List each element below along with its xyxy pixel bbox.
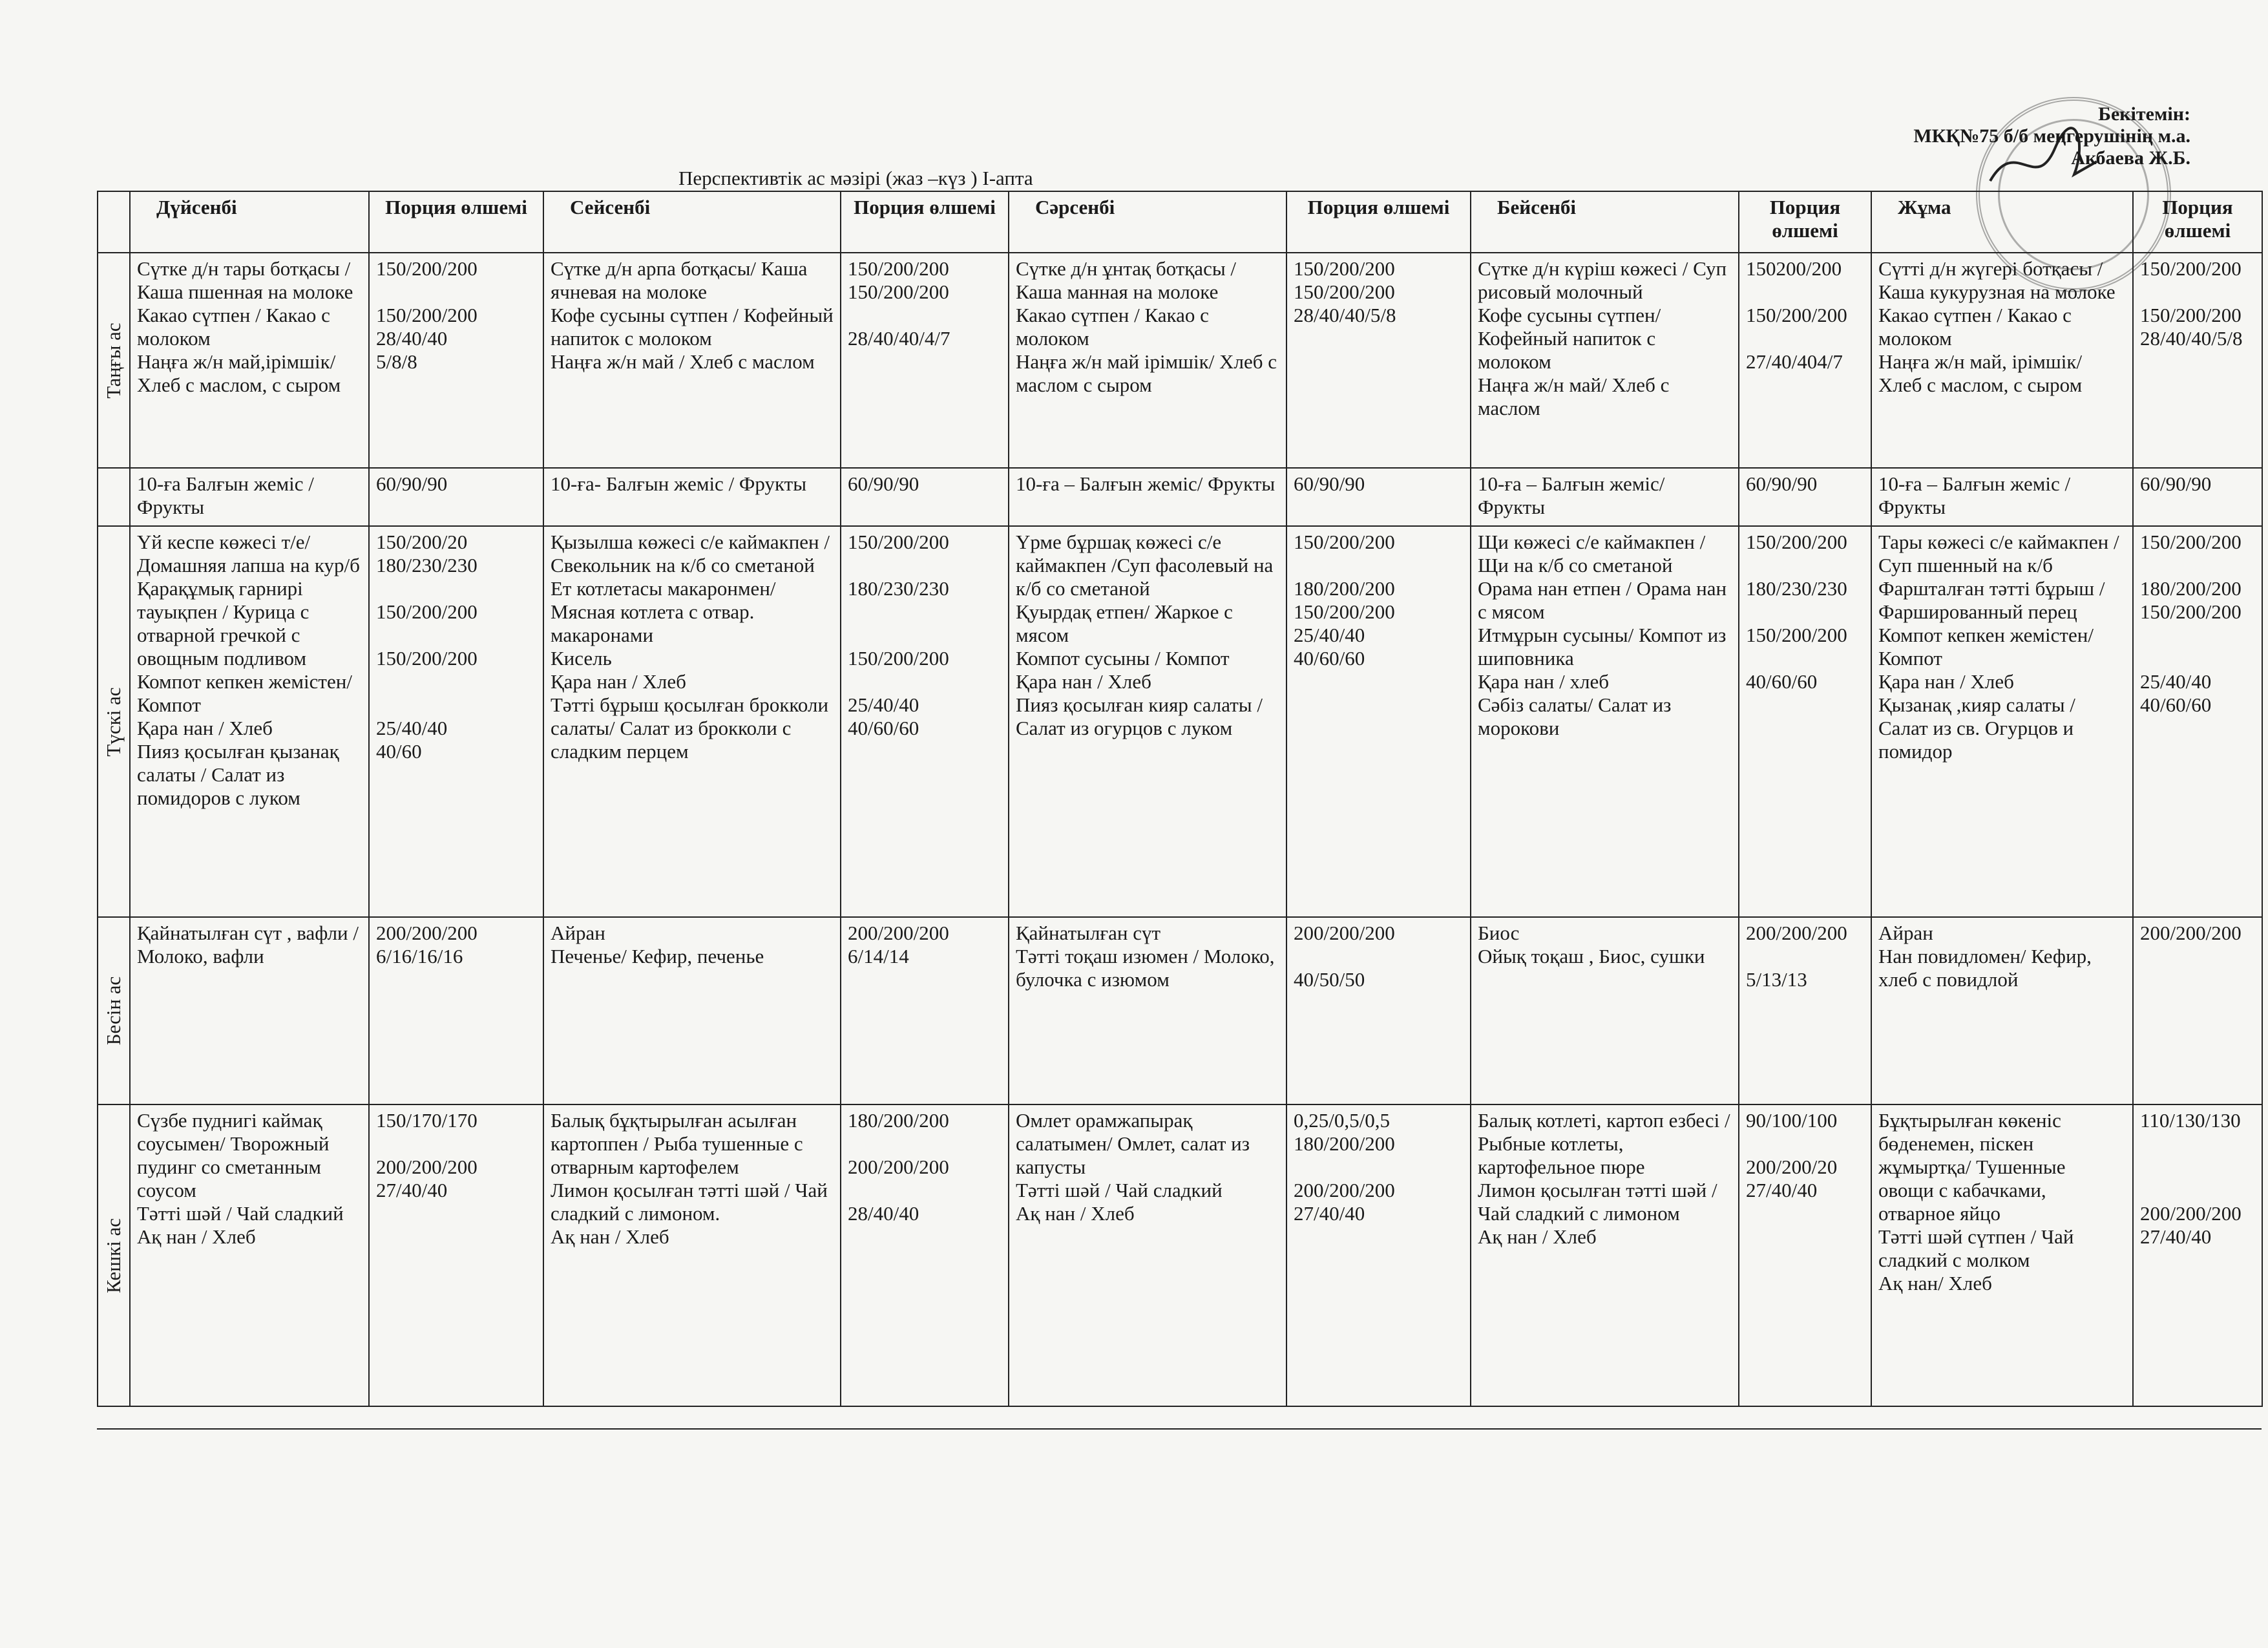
portion-value — [376, 693, 536, 717]
portion-value: 150/200/200 — [1294, 257, 1395, 280]
dish-text: Ойық тоқаш , Биос, сушки — [1478, 945, 1705, 967]
dish-cell — [1009, 917, 1286, 1104]
portion-value: 180/230/230 — [376, 554, 478, 576]
dish-text: Тәтті шәй / Чай сладкий — [137, 1202, 344, 1225]
dish-text: 10-ға – Балғын жеміс/ Фрукты — [1016, 472, 1276, 495]
portion-value — [848, 1132, 1002, 1156]
dish-text: Пияз қосылған қызанақ салаты / Салат из помидоров с луком — [137, 740, 339, 809]
portion-cell — [1739, 468, 1871, 526]
portion-value — [1746, 945, 1864, 968]
dish-text: Кофе сусыны сүтпен/ Кофейный напиток с молоком — [1478, 304, 1661, 373]
portion-value: 40/60/60 — [2140, 693, 2212, 716]
portion-value: 150/200/200 — [376, 304, 478, 326]
portion-value: 40/60 — [376, 740, 422, 763]
dish-cell — [130, 253, 369, 468]
portion-header: Порция өлшемі — [2133, 191, 2262, 253]
dish-text: Компот кепкен жемістен/ Компот — [137, 670, 352, 716]
meal-name-cell — [98, 526, 130, 917]
portion-value — [1746, 647, 1864, 670]
portion-cell — [841, 468, 1009, 526]
portion-value: 27/40/40 — [1746, 1179, 1818, 1201]
dish-text: Омлет орамжапырақ салатымен/ Омлет, салат из капусты — [1016, 1109, 1250, 1178]
dish-text: Айран — [1878, 922, 1933, 944]
portion-value: 150/200/200 — [2140, 531, 2242, 553]
dish-text: Тәтті тоқаш изюмен / Молоко, булочка с изюмом — [1016, 945, 1275, 991]
portion-value — [848, 1179, 1002, 1202]
portion-value — [2140, 1179, 2255, 1202]
portion-value: 5/13/13 — [1746, 968, 1807, 991]
portion-value — [2140, 554, 2255, 577]
portion-cell — [369, 468, 543, 526]
portion-cell — [1286, 917, 1471, 1104]
dish-text: Тәтті шәй / Чай сладкий — [1016, 1179, 1223, 1201]
dish-cell — [543, 917, 841, 1104]
portion-value: 25/40/40 — [2140, 670, 2212, 693]
portion-header: Порция өлшемі — [841, 191, 1009, 253]
dish-text: 10-ға – Балғын жеміс / Фрукты — [1878, 472, 2071, 518]
divider — [97, 1428, 2262, 1430]
dish-cell — [543, 1104, 841, 1406]
meal-name-cell — [98, 917, 130, 1104]
portion-cell — [2133, 253, 2262, 468]
portion-cell — [2133, 526, 2262, 917]
portion-value: 200/200/200 — [1294, 922, 1395, 944]
meal-name: Кешкі ас — [102, 1218, 125, 1293]
dish-text: Фаршталған тәтті бұрыш / Фаршированный перец — [1878, 577, 2105, 623]
dish-text: Лимон қосылған тәтті шәй / Чай сладкий с лимоном — [1478, 1179, 1717, 1225]
portion-value: 27/40/40 — [2140, 1225, 2212, 1248]
dish-text: Наңға ж/н май,ірімшік/ Хлеб с маслом, с сыром — [137, 350, 341, 396]
portion-value — [848, 624, 1002, 647]
dish-text: Қара нан / Хлеб — [137, 717, 273, 739]
portion-value: 60/90/90 — [1294, 472, 1365, 495]
dish-text: 10-ға – Балғын жеміс/ Фрукты — [1478, 472, 1665, 518]
dish-text: Ақ нан / Хлеб — [1016, 1202, 1135, 1225]
approval-name: Акбаева Ж.Б. — [2071, 147, 2190, 169]
portion-value — [2140, 1156, 2255, 1179]
dish-text: Наңға ж/н май / Хлеб с маслом — [551, 350, 815, 373]
portion-cell — [841, 917, 1009, 1104]
day-header: Сейсенбі — [543, 191, 841, 253]
portion-value: 150/200/200 — [1746, 624, 1847, 646]
portion-value: 60/90/90 — [376, 472, 448, 495]
portion-value: 150/200/200 — [2140, 304, 2242, 326]
dish-text: Кисель — [551, 647, 612, 670]
portion-value: 150/200/200 — [1746, 304, 1847, 326]
meal-name: Таңғы ас — [102, 322, 125, 399]
portion-value: 28/40/40/5/8 — [2140, 327, 2243, 350]
portion-cell — [1286, 1104, 1471, 1406]
portion-value — [2140, 647, 2255, 670]
portion-value — [2140, 1132, 2255, 1156]
dish-cell — [130, 468, 369, 526]
portion-value: 60/90/90 — [2140, 472, 2212, 495]
dish-text: Ақ нан / Хлеб — [137, 1225, 256, 1248]
dish-text: Какао сүтпен / Какао с молоком — [137, 304, 330, 350]
portion-value — [848, 600, 1002, 624]
portion-cell — [1739, 526, 1871, 917]
dish-cell — [1009, 526, 1286, 917]
portion-value: 27/40/40 — [376, 1179, 448, 1201]
portion-value: 150/200/20 — [376, 531, 468, 553]
meal-name-cell — [98, 1104, 130, 1406]
portion-value — [848, 670, 1002, 693]
portion-value — [1294, 945, 1464, 968]
dish-text: Наңға ж/н май, ірімшік/ Хлеб с маслом, с сыром — [1878, 350, 2083, 396]
approval-label: Бекітемін: — [2098, 103, 2190, 125]
approval-org: МКҚ№75 б/б меңгерушінің м.а. — [1913, 125, 2190, 147]
portion-cell — [1739, 253, 1871, 468]
portion-value: 200/200/200 — [848, 1156, 949, 1178]
portion-cell — [841, 1104, 1009, 1406]
portion-value: 28/40/40/4/7 — [848, 327, 950, 350]
portion-value: 28/40/40/5/8 — [1294, 304, 1396, 326]
portion-value: 150/200/200 — [1746, 531, 1847, 553]
portion-value: 25/40/40 — [848, 693, 919, 716]
day-header: Сәрсенбі — [1009, 191, 1286, 253]
portion-value: 25/40/40 — [1294, 624, 1365, 646]
day-header: Бейсенбі — [1471, 191, 1739, 253]
dish-text: 10-ға Балғын жеміс / Фрукты — [137, 472, 314, 518]
dish-text: Ет котлетасы макаронмен/ Мясная котлета с отвар. макаронами — [551, 577, 776, 646]
dish-text: Ақ нан / Хлеб — [1478, 1225, 1597, 1248]
dish-text: Компот сусыны / Компот — [1016, 647, 1230, 670]
portion-value: 150/200/200 — [376, 647, 478, 670]
corner-cell — [98, 191, 130, 253]
dish-text: Кофе сусыны сүтпен / Кофейный напиток с молоком — [551, 304, 834, 350]
portion-value — [376, 624, 536, 647]
portion-value: 150200/200 — [1746, 257, 1842, 280]
dish-text: Печенье/ Кефир, печенье — [551, 945, 764, 967]
dish-text: Тәтті бұрыш қосылған брокколи салаты/ Салат из брокколи с сладким перцем — [551, 693, 829, 763]
portion-value — [376, 670, 536, 693]
portion-value: 200/200/200 — [2140, 1202, 2242, 1225]
portion-value: 200/200/200 — [376, 1156, 478, 1178]
dish-text: Сүтке д/н ұнтақ ботқасы / Каша манная на молоке — [1016, 257, 1237, 303]
portion-value — [1746, 327, 1864, 350]
approval-block — [1699, 103, 2190, 169]
portion-value: 25/40/40 — [376, 717, 448, 739]
meal-row — [98, 468, 2262, 526]
portion-value: 150/200/200 — [1294, 600, 1395, 623]
portion-cell — [1286, 526, 1471, 917]
dish-text: Итмұрын сусыны/ Компот из шиповника — [1478, 624, 1727, 670]
dish-text: Щи көжесі с/е каймакпен /Щи на к/б со сметаной — [1478, 531, 1706, 576]
portion-value: 180/200/200 — [1294, 1132, 1395, 1155]
portion-value — [1746, 280, 1864, 304]
dish-text: Тары көжесі с/е каймакпен / Суп пшенный на к/б — [1878, 531, 2119, 576]
dish-text: Бұқтырылған көкеніс бөденемен, піскен жұмыртқа/ Тушенные овощи с кабачками, отварное яйцо — [1878, 1109, 2066, 1225]
dish-text: Қызылша көжесі с/е каймакпен / Свекольник на к/б со сметаной — [551, 531, 830, 576]
meal-name: Түскі ас — [102, 686, 125, 757]
dish-cell — [1871, 917, 2133, 1104]
portion-value: 6/16/16/16 — [376, 945, 463, 967]
meal-name-cell — [98, 468, 130, 526]
portion-value: 6/14/14 — [848, 945, 909, 967]
dish-text: Айран — [551, 922, 605, 944]
dish-text: Наңға ж/н май ірімшік/ Хлеб с маслом с сыром — [1016, 350, 1277, 396]
menu-table — [97, 191, 2263, 1407]
meal-name-cell — [98, 253, 130, 468]
portion-value: 27/40/40 — [1294, 1202, 1365, 1225]
dish-text: Сәбіз салаты/ Салат из морокови — [1478, 693, 1672, 739]
dish-cell — [1871, 526, 2133, 917]
portion-value — [1746, 600, 1864, 624]
portion-value: 180/230/230 — [848, 577, 949, 600]
portion-value: 40/60/60 — [1746, 670, 1818, 693]
dish-text: Қайнатылған сүт , вафли / Молоко, вафли — [137, 922, 359, 967]
dish-cell — [1009, 253, 1286, 468]
dish-text: Балық котлеті, картоп езбесі / Рыбные котлеты, картофельное пюре — [1478, 1109, 1730, 1178]
dish-text: Ақ нан/ Хлеб — [1878, 1272, 1992, 1294]
portion-cell — [2133, 1104, 2262, 1406]
portion-value: 150/200/200 — [848, 257, 949, 280]
portion-value — [376, 1132, 536, 1156]
dish-text: Балық бұқтырылған асылған картоппен / Рыба тушенные с отварным картофелем — [551, 1109, 803, 1178]
dish-cell — [1471, 468, 1739, 526]
portion-value: 28/40/40 — [848, 1202, 919, 1225]
dish-text: Үй кеспе көжесі т/е/ Домашняя лапша на кур/б — [137, 531, 360, 576]
dish-cell — [1471, 526, 1739, 917]
portion-value: 60/90/90 — [848, 472, 919, 495]
portion-cell — [1739, 917, 1871, 1104]
dish-cell — [1871, 468, 2133, 526]
portion-value: 180/200/200 — [1294, 577, 1395, 600]
portion-cell — [369, 526, 543, 917]
day-header: Жұма — [1871, 191, 2133, 253]
portion-value: 180/200/200 — [848, 1109, 949, 1132]
portion-value: 150/200/200 — [1294, 280, 1395, 303]
portion-cell — [841, 253, 1009, 468]
portion-value — [376, 577, 536, 600]
portion-value — [2140, 280, 2255, 304]
dish-text: Қайнатылған сүт — [1016, 922, 1161, 944]
portion-value — [1294, 554, 1464, 577]
dish-text: Тәтті шәй сүтпен / Чай сладкий с молком — [1878, 1225, 2074, 1271]
portion-value: 150/200/200 — [1294, 531, 1395, 553]
dish-text: Қара нан / Хлеб — [1878, 670, 2014, 693]
portion-value — [848, 304, 1002, 327]
dish-text: 10-ға- Балғын жеміс / Фрукты — [551, 472, 807, 495]
portion-value — [1294, 1156, 1464, 1179]
portion-cell — [369, 253, 543, 468]
portion-cell — [1286, 468, 1471, 526]
dish-cell — [1871, 253, 2133, 468]
dish-text: Компот кепкен жемістен/ Компот — [1878, 624, 2094, 670]
dish-text: Қызанақ ,кияр салаты / Салат из св. Огурцов и помидор — [1878, 693, 2075, 763]
meal-row — [98, 917, 2262, 1104]
dish-text: Сүтке д/н тары ботқасы / Каша пшенная на молоке — [137, 257, 353, 303]
dish-cell — [1471, 1104, 1739, 1406]
dish-text: Биос — [1478, 922, 1520, 944]
dish-cell — [1009, 468, 1286, 526]
portion-cell — [2133, 917, 2262, 1104]
portion-value: 200/200/20 — [1746, 1156, 1838, 1178]
portion-value: 150/200/200 — [376, 600, 478, 623]
portion-value — [848, 554, 1002, 577]
portion-value: 0,25/0,5/0,5 — [1294, 1109, 1390, 1132]
portion-cell — [369, 917, 543, 1104]
table-header-row — [98, 191, 2262, 253]
dish-text: Қуырдақ етпен/ Жаркое с мясом — [1016, 600, 1233, 646]
dish-text: Сүтке д/н күріш көжесі / Суп рисовый молочный — [1478, 257, 1727, 303]
dish-cell — [1471, 253, 1739, 468]
portion-value: 150/200/200 — [376, 257, 478, 280]
portion-value: 27/40/404/7 — [1746, 350, 1843, 373]
portion-cell — [1286, 253, 1471, 468]
dish-text: Ақ нан / Хлеб — [551, 1225, 669, 1248]
portion-value: 150/200/200 — [848, 647, 949, 670]
portion-value: 200/200/200 — [1746, 922, 1847, 944]
portion-value: 40/60/60 — [848, 717, 919, 739]
dish-text: Қара нан / Хлеб — [551, 670, 686, 693]
portion-cell — [1739, 1104, 1871, 1406]
portion-value — [2140, 624, 2255, 647]
meal-row — [98, 526, 2262, 917]
dish-text: Үрме бұршақ көжесі с/е каймакпен /Суп фасолевый на к/б со сметаной — [1016, 531, 1274, 600]
portion-cell — [2133, 468, 2262, 526]
dish-text: Қарақұмық гарнирі тауықпен / Курица с отварной гречкой с овощным подливом — [137, 577, 310, 670]
dish-cell — [543, 468, 841, 526]
meal-row — [98, 1104, 2262, 1406]
dish-text: Қара нан / Хлеб — [1016, 670, 1151, 693]
dish-text: Сүзбе пуднигі каймақ соусымен/ Творожный пудинг со сметанным соусом — [137, 1109, 330, 1201]
portion-value: 28/40/40 — [376, 327, 448, 350]
page-title: Перспективтік ас мәзірі (жаз –күз ) І-апта — [678, 167, 1033, 189]
dish-cell — [130, 526, 369, 917]
meal-row — [98, 253, 2262, 468]
portion-header: Порция өлшемі — [1739, 191, 1871, 253]
portion-value: 40/60/60 — [1294, 647, 1365, 670]
portion-value: 90/100/100 — [1746, 1109, 1838, 1132]
portion-value: 150/170/170 — [376, 1109, 478, 1132]
meal-name: Бесін ас — [102, 976, 125, 1046]
dish-text: Лимон қосылған тәтті шәй / Чай сладкий с лимоном. — [551, 1179, 828, 1225]
portion-cell — [841, 526, 1009, 917]
dish-cell — [1871, 1104, 2133, 1406]
dish-cell — [130, 1104, 369, 1406]
portion-value: 200/200/200 — [376, 922, 478, 944]
portion-value: 5/8/8 — [376, 350, 417, 373]
portion-value: 180/200/200 — [2140, 577, 2242, 600]
dish-text: Нан повидломен/ Кефир, хлеб с повидлой — [1878, 945, 2092, 991]
portion-value: 150/200/200 — [2140, 257, 2242, 280]
dish-cell — [1471, 917, 1739, 1104]
dish-cell — [543, 253, 841, 468]
dish-text: Пияз қосылған кияр салаты / Салат из огурцов с луком — [1016, 693, 1263, 739]
portion-value: 110/130/130 — [2140, 1109, 2241, 1132]
day-header: Дүйсенбі — [130, 191, 369, 253]
dish-text: Какао сүтпен / Какао с молоком — [1878, 304, 2072, 350]
portion-value — [1746, 554, 1864, 577]
portion-header: Порция өлшемі — [369, 191, 543, 253]
portion-value: 40/50/50 — [1294, 968, 1365, 991]
portion-value: 200/200/200 — [848, 922, 949, 944]
portion-value: 200/200/200 — [2140, 922, 2242, 944]
dish-text: Какао сүтпен / Какао с молоком — [1016, 304, 1209, 350]
portion-header: Порция өлшемі — [1286, 191, 1471, 253]
dish-text: Қара нан / хлеб — [1478, 670, 1609, 693]
dish-text: Наңға ж/н май/ Хлеб с маслом — [1478, 374, 1670, 419]
portion-value: 180/230/230 — [1746, 577, 1847, 600]
dish-text: Сүтті д/н жүгері ботқасы / Каша кукурузная на молоке — [1878, 257, 2116, 303]
portion-cell — [369, 1104, 543, 1406]
portion-value: 150/200/200 — [848, 531, 949, 553]
portion-value — [376, 280, 536, 304]
portion-value — [1746, 1132, 1864, 1156]
dish-cell — [543, 526, 841, 917]
portion-value: 150/200/200 — [2140, 600, 2242, 623]
dish-cell — [1009, 1104, 1286, 1406]
portion-value: 200/200/200 — [1294, 1179, 1395, 1201]
dish-text: Сүтке д/н арпа ботқасы/ Каша ячневая на молоке — [551, 257, 808, 303]
dish-cell — [130, 917, 369, 1104]
portion-value: 60/90/90 — [1746, 472, 1818, 495]
dish-text: Орама нан етпен / Орама нан с мясом — [1478, 577, 1727, 623]
portion-value: 150/200/200 — [848, 280, 949, 303]
